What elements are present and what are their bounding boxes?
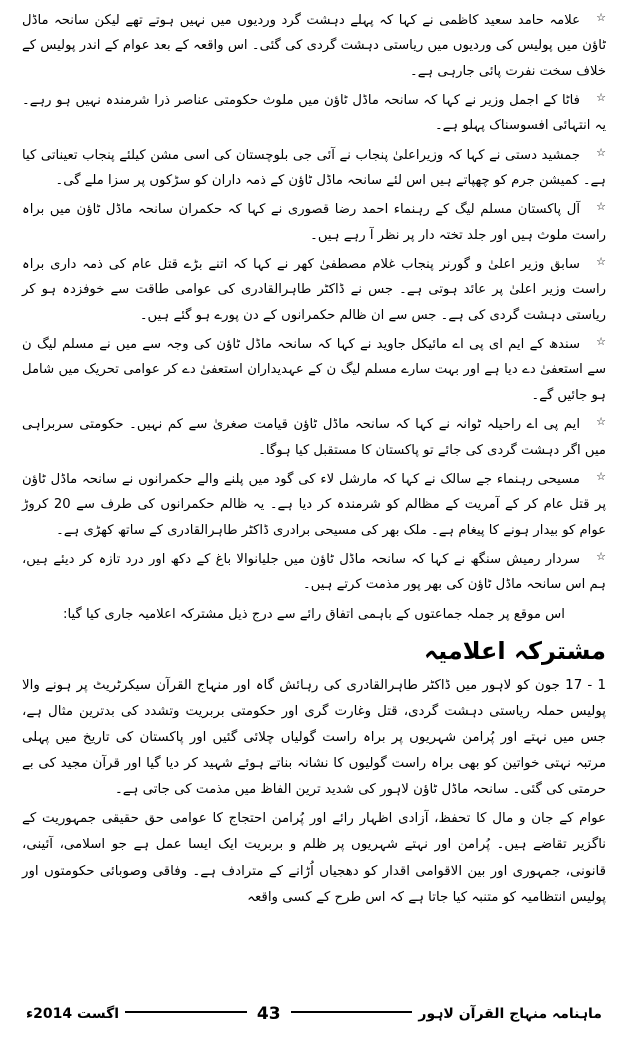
star-icon: ☆ <box>596 11 606 24</box>
list-item-text: آل پاکستان مسلم لیگ کے رہنماء احمد رضا قصوری نے کہا کہ حکمران سانحہ ماڈل ٹاؤن میں براہ راست ملوث ہیں اور جلد تختہ دار پر نظر آ رہے ہیں۔ <box>22 202 606 243</box>
star-icon: ☆ <box>596 415 606 429</box>
list-item <box>22 88 606 139</box>
list-item-text: جمشید دستی نے کہا کہ وزیراعلیٰ پنجاب نے آئی جی بلوچستان کی اسی مشن کیلئے پنجاب تعیناتی کیا ہے۔ کمیشن جرم کو چھپاتے ہیں اس لئے سانحہ ماڈل ٹاؤن کے ذمہ داران کو سڑکوں پر سزا ملے گی۔ <box>22 147 606 189</box>
declaration-intro: اس موقع پر جملہ جماعتوں کے باہمی اتفاق رائے سے درج ذیل مشترکہ اعلامیہ جاری کیا گیا: <box>63 606 565 622</box>
body-paragraph: عوام کے جان و مال کا تحفظ، آزادی اظہار رائے اور پُرامن احتجاج کا عوامی حق حقیقی جمہوریت کے ناگزیر تقاضے ہیں۔ پُرامن اور نہتے شہریوں پر ظلم و بربریت ایک ایسا عمل ہے جو اسلامی، آئینی، قانونی، جمہوری اور بین الاقوامی اقدار کو دھجیاں اُڑانے کے مترادف ہے۔ وفاقی وصوبائی حکومتوں اور پولیس انتظامیہ کو متنبہ کیا جاتا ہے کہ اس طرح کے کسی واقعہ <box>22 811 606 905</box>
list-item <box>22 8 606 84</box>
statements-list <box>22 8 606 598</box>
list-item-text: سابق وزیر اعلیٰ و گورنر پنجاب غلام مصطفیٰ کھر نے کہا کہ اتنے بڑے قتل عام کی ذمہ داری براہ راست وزیر اعلیٰ پر عائد ہوتی ہے۔ جس نے ڈاکٹر طاہرالقادری کی عوامی طاقت سے خوفزدہ ہو کر ریاستی دہشت گردی کی ہے۔ جس سے ان ظالم حکمرانوں کے دن پورے ہو گئے ہیں۔ <box>22 257 606 323</box>
list-item-text: مسیحی رہنماء جے سالک نے کہا کہ مارشل لاء کی گود میں پلنے والے حکمرانوں نے سانحہ ماڈل ٹاؤن پر قتل عام کر کے آمریت کے مظالم کو شرمندہ کر دیا ہے۔ یہ ظالم حکمرانوں کی طرف سے 20 کروڑ عوام کو بیدار ہونے کا پیغام ہے۔ ملک بھر کی مسیحی برادری ڈاکٹر طاہرالقادری کے ساتھ کھڑی ہے۔ <box>22 471 606 538</box>
list-item-text: علامہ حامد سعید کاظمی نے کہا کہ پہلے دہشت گرد وردیوں میں نہیں ہوتے تھے لیکن سانحہ ماڈل ٹاؤن میں پولیس کی وردیوں میں ریاستی دہشت گردی کی گئی۔ اس واقعہ کے بعد عوام کے اندر پولیس کے خلاف سخت نفرت پائی جارہی ہے۔ <box>22 13 606 79</box>
footer-publication-name: ماہنامہ منہاج القرآن لاہور <box>412 1006 606 1022</box>
list-item <box>22 547 606 598</box>
body-paragraph: 1 - 17 جون کو لاہور میں ڈاکٹر طاہرالقادری کی رہائش گاہ اور منہاج القرآن سیکرٹریٹ پر ہونے والا پولیس حملہ ریاستی دہشت گردی، قتل وغارت گری اور حکومتی بربریت وتشدد کی بدترین مثال ہے، جس میں نہتے اور پُرامن شہریوں پر براہ راست گولیاں چلائی گئیں اور پاکستان کی تاریخ میں پہلی مرتبہ نہتی خواتین کو بھی براہ راست گولیوں کا نشانہ بناتے ہوئے شہید کر دیا گیا اور قرآن مجید کی بے حرمتی کی گئی۔ سانحہ ماڈل ٹاؤن لاہور کی شدید ترین الفاظ میں مذمت کی جاتی ہے۔ <box>22 677 606 798</box>
list-item <box>22 197 606 248</box>
star-icon: ☆ <box>596 145 606 159</box>
list-item <box>22 332 606 408</box>
list-item-text: سندھ کے ایم ای پی اے مائیکل جاوید نے کہا کہ سانحہ ماڈل ٹاؤن کی وجہ سے میں نے مسلم لیگ ن سے استعفیٰ دے دیا ہے اور بہت سارے مسلم لیگ ن کے عہدیداران استعفیٰ دے کر عوامی تحریک میں شامل ہو جائیں گے۔ <box>22 337 606 403</box>
star-icon: ☆ <box>596 200 606 214</box>
list-item <box>22 252 606 328</box>
list-item-text: فاٹا کے اجمل وزیر نے کہا کہ سانحہ ماڈل ٹاؤن میں ملوث حکومتی عناصر ذرا شرمندہ نہیں ہو رہے۔ یہ انتہائی افسوسناک پہلو ہے۔ <box>22 93 606 134</box>
list-item <box>22 467 606 543</box>
list-item <box>22 143 606 194</box>
list-item-text: سردار رمیش سنگھ نے کہا کہ سانحہ ماڈل ٹاؤن میں جلیانوالا باغ کے دکھ اور درد تازہ کر دیئے ہیں، ہم اس سانحہ ماڈل ٹاؤن کی بھر پور مذمت کرتے ہیں۔ <box>22 551 606 593</box>
footer-issue-date: اگست 2014ء <box>22 1006 125 1022</box>
star-icon: ☆ <box>596 549 606 563</box>
star-icon: ☆ <box>596 335 606 349</box>
list-item <box>22 412 606 463</box>
page-number: 43 <box>247 1004 291 1024</box>
list-item-text: ایم پی اے راحیلہ ٹوانہ نے کہا کہ سانحہ ماڈل ٹاؤن قیامت صغریٰ سے کم نہیں۔ حکومتی سربراہی میں اگر دہشت گردی کی جائے تو پاکستان کا مستقبل کیا ہوگا۔ <box>22 417 606 458</box>
star-icon: ☆ <box>596 255 606 269</box>
page-footer <box>0 1001 628 1041</box>
page-title: مشترکہ اعلامیہ <box>424 636 606 665</box>
star-icon: ☆ <box>596 91 606 105</box>
star-icon: ☆ <box>596 469 606 483</box>
